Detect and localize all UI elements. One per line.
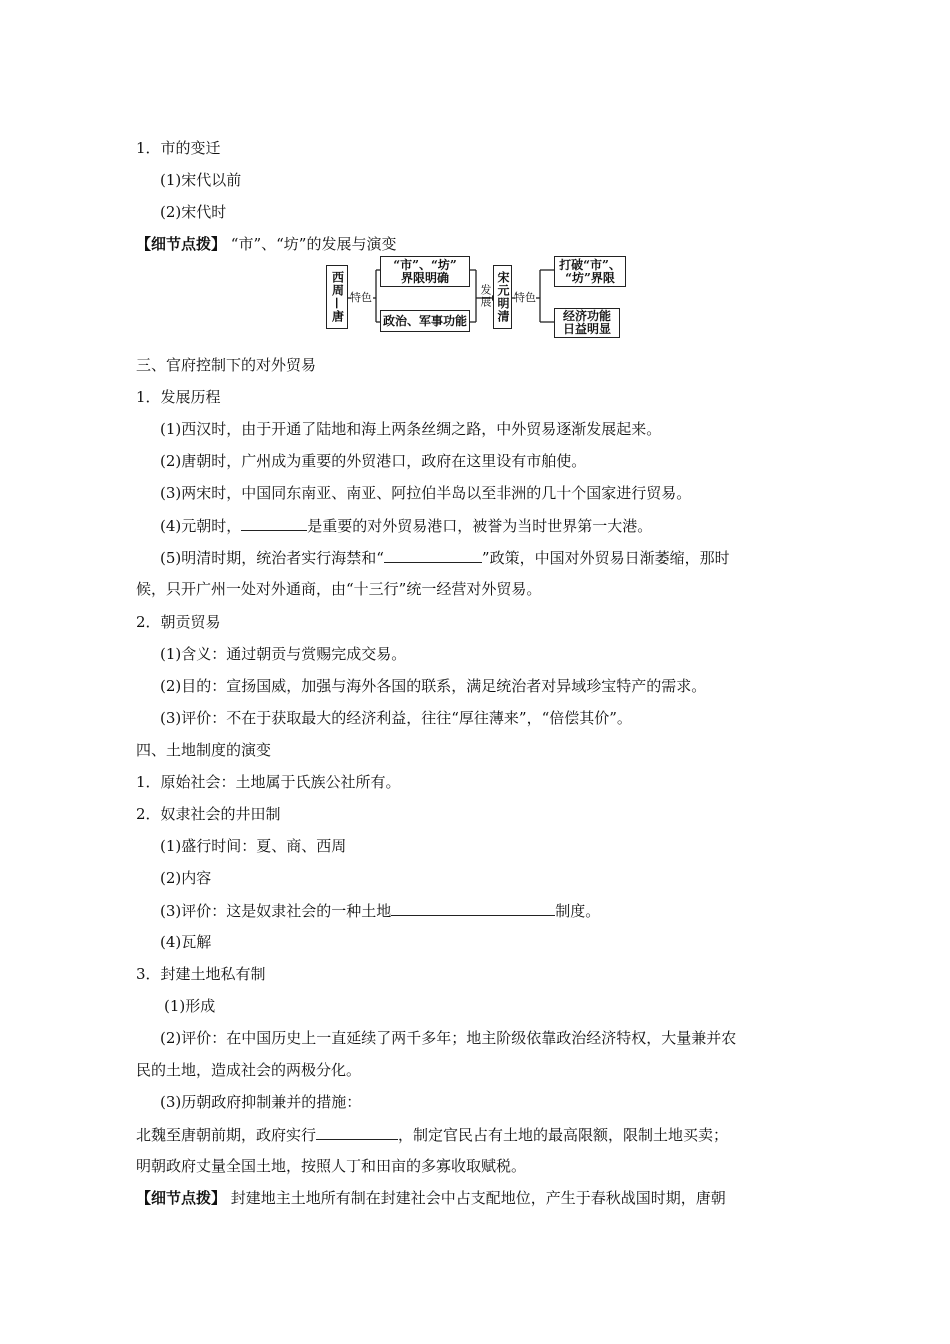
item-before-song: (1)宋代以前: [160, 171, 242, 189]
market-evolution-diagram: [326, 256, 630, 340]
item-feudal-eval-cont: 民的土地，造成社会的两极分化。: [136, 1061, 362, 1079]
item-tang: (2)唐朝时，广州成为重要的外贸港口，政府在这里设有市舶使。: [160, 452, 587, 470]
detail-tag: 【细节点拨】: [136, 235, 227, 253]
item-western-han: (1)西汉时，由于开通了陆地和海上两条丝绸之路，中外贸易逐渐发展起来。: [160, 420, 662, 438]
item-feudal-formation: (1)形成: [164, 997, 216, 1015]
box-west-zhou-tang: 西周—唐: [326, 265, 348, 329]
item-well-field-eval: [160, 901, 600, 920]
item-tribute-trade: 2．朝贡贸易: [136, 613, 221, 631]
detail-note-land: [136, 1189, 726, 1207]
fill-blank-ownership: [391, 901, 555, 916]
item-tribute-evaluation: (3)评价：不在于获取最大的经济利益，往往“厚往薄来”，“倍偿其价”。: [160, 709, 632, 727]
box-market-boundary: [380, 256, 470, 287]
item-northern-wei-pre: 北魏至唐朝前期，政府实行: [136, 1126, 317, 1144]
detail-note-market: [136, 235, 396, 253]
item-song: (2)宋代时: [160, 203, 227, 221]
label-feature-left: 特色: [350, 291, 372, 304]
box-economic-function-line1: 经济功能: [562, 309, 611, 323]
item-well-field-collapse: (4)瓦解: [160, 933, 212, 951]
item-market-change: 1．市的变迁: [136, 139, 221, 157]
box-economic-function: [554, 308, 620, 338]
item-northern-wei-post: ，制定官民占有土地的最高限额，限制土地买卖；: [398, 1126, 729, 1144]
item-ming-qing-post: ”政策，中国对外贸易日渐萎缩，那时: [481, 549, 730, 567]
box-break-boundary: [554, 256, 626, 287]
section-land-system-title: 四、土地制度的演变: [136, 741, 272, 759]
item-tribute-meaning: (1)含义：通过朝贡与赏赐完成交易。: [160, 645, 407, 663]
section-foreign-trade-title: 三、官府控制下的对外贸易: [136, 356, 317, 374]
item-ming-qing-pre: (5)明清时期，统治者实行海禁和“: [160, 549, 384, 567]
item-yuan-pre: (4)元朝时，: [160, 517, 242, 535]
fill-blank-policy: [384, 548, 482, 563]
item-development: 1．发展历程: [136, 388, 221, 406]
box-break-boundary-line2: “坊”界限: [565, 270, 615, 285]
item-well-field-eval-pre: (3)评价：这是奴隶社会的一种土地: [160, 902, 392, 920]
item-well-field-time: (1)盛行时间：夏、商、西周: [160, 837, 347, 855]
item-northern-wei: [136, 1125, 728, 1144]
box-economic-function-line2: 日益明显: [562, 322, 611, 336]
box-market-boundary-line2: 界限明确: [400, 270, 449, 285]
item-primitive-society: 1．原始社会：土地属于氏族公社所有。: [136, 773, 401, 791]
box-break-boundary-line1: 打破“市”、: [559, 257, 621, 272]
item-tribute-purpose: (2)目的：宣扬国威，加强与海外各国的联系，满足统治者对异域珍宝特产的需求。: [160, 677, 707, 695]
detail-tag-land: 【细节点拨】: [136, 1189, 227, 1207]
item-anti-annexation: (3)历朝政府抑制兼并的措施：: [160, 1093, 362, 1111]
item-feudal-private: 3．封建土地私有制: [136, 965, 266, 983]
detail-text: “市”、“坊”的发展与演变: [230, 235, 397, 253]
label-develop: 发展: [479, 284, 492, 308]
label-feature-right: 特色: [514, 291, 536, 304]
item-ming-qing-cont: 候，只开广州一处对外通商，由“十三行”统一经营对外贸易。: [136, 580, 542, 598]
item-well-field-eval-post: 制度。: [555, 902, 601, 920]
item-feudal-eval: (2)评价：在中国历史上一直延续了两千多年；地主阶级依靠政治经济特权，大量兼并农: [160, 1029, 737, 1047]
item-well-field-content: (2)内容: [160, 869, 212, 887]
item-two-song: (3)两宋时，中国同东南亚、南亚、阿拉伯半岛以至非洲的几十个国家进行贸易。: [160, 484, 692, 502]
fill-blank-port: [241, 516, 307, 531]
item-ming-qing: [160, 548, 730, 567]
box-market-boundary-line1: “市”、“坊”: [393, 257, 457, 272]
detail-text-land: 封建地主土地所有制在封建社会中占支配地位，产生于春秋战国时期，唐朝: [230, 1189, 726, 1207]
fill-blank-system: [316, 1125, 398, 1140]
item-well-field: 2．奴隶社会的井田制: [136, 805, 281, 823]
box-political-military: 政治、军事功能: [380, 310, 470, 332]
item-yuan: [160, 516, 652, 535]
item-yuan-post: 是重要的对外贸易港口，被誉为当时世界第一大港。: [307, 517, 653, 535]
box-song-yuan-ming-qing: 宋元明清: [493, 265, 512, 329]
item-ming-survey: 明朝政府丈量全国土地，按照人丁和田亩的多寡收取赋税。: [136, 1157, 527, 1175]
